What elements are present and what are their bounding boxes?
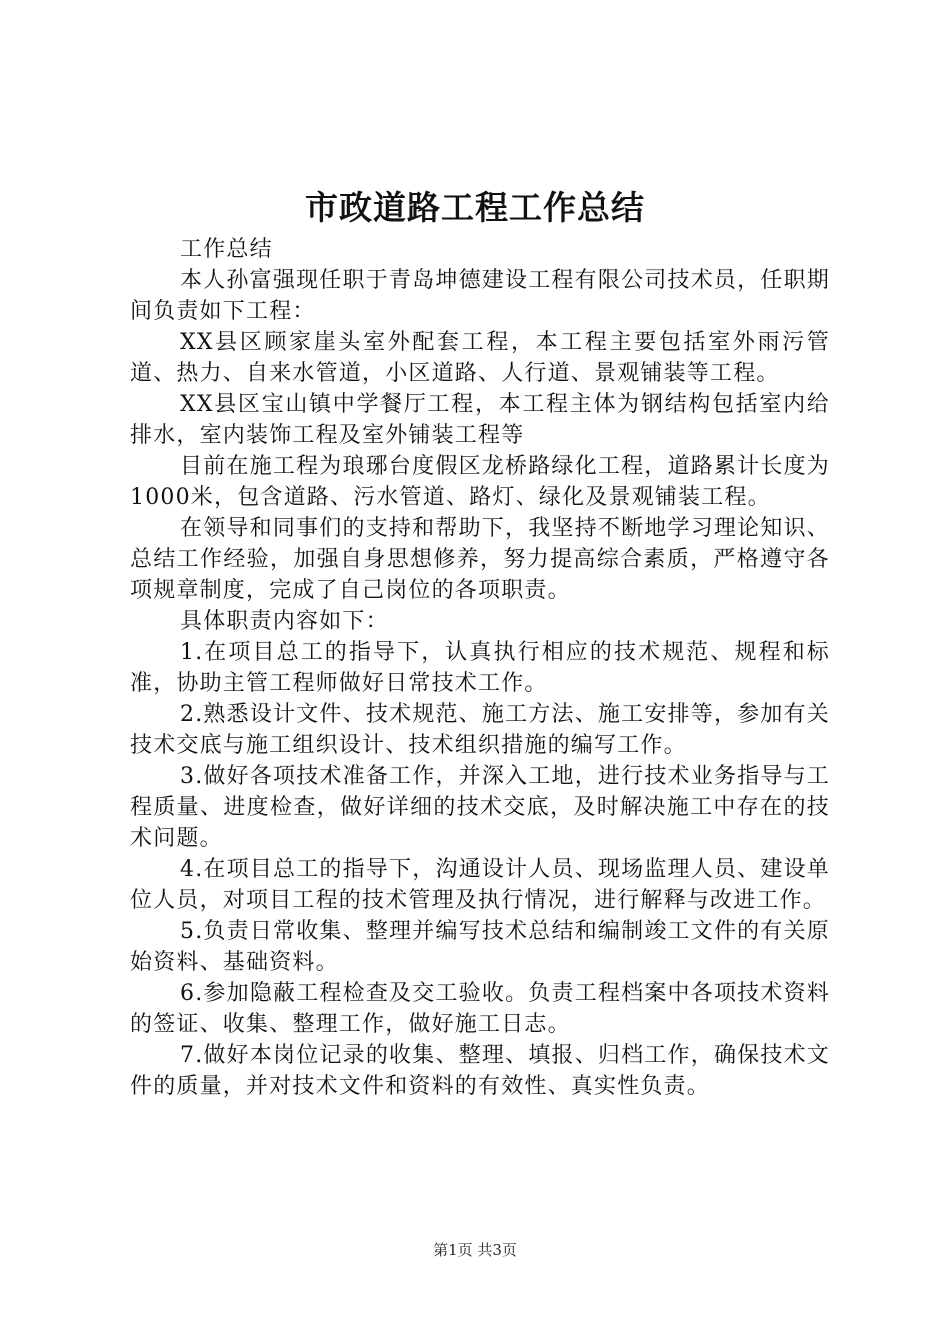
- duty-item-1: 1.在项目总工的指导下，认真执行相应的技术规范、规程和标准，协助主管工程师做好日常技术工作。: [130, 640, 830, 696]
- page-indicator: 第1页 共3页: [433, 1241, 517, 1259]
- paragraph-intro: 本人孙富强现任职于青岛坤德建设工程有限公司技术员，任职期间负责如下工程：: [130, 268, 830, 324]
- paragraph-duties-heading: 具体职责内容如下：: [180, 609, 389, 634]
- paragraph-heading: 工作总结: [180, 237, 273, 262]
- page-footer: [0, 1240, 950, 1260]
- paragraph-current-project: 目前在施工程为琅琊台度假区龙桥路绿化工程，道路累计长度为1000米，包含道路、污水管道、路灯、绿化及景观铺装工程。: [130, 454, 830, 510]
- duty-item-4: 4.在项目总工的指导下，沟通设计人员、现场监理人员、建设单位人员，对项目工程的技术管理及执行情况，进行解释与改进工作。: [130, 857, 830, 913]
- paragraph-self-summary: 在领导和同事们的支持和帮助下，我坚持不断地学习理论知识、总结工作经验，加强自身思想修养，努力提高综合素质，严格遵守各项规章制度，完成了自己岗位的各项职责。: [130, 516, 830, 603]
- duty-item-7: 7.做好本岗位记录的收集、整理、填报、归档工作，确保技术文件的质量，并对技术文件和资料的有效性、真实性负责。: [130, 1043, 830, 1099]
- document-title: 市政道路工程工作总结: [305, 188, 645, 227]
- duty-item-6: 6.参加隐蔽工程检查及交工验收。负责工程档案中各项技术资料的签证、收集、整理工作，做好施工日志。: [130, 981, 830, 1037]
- paragraph-project-1: XX县区顾家崖头室外配套工程，本工程主要包括室外雨污管道、热力、自来水管道，小区道路、人行道、景观铺装等工程。: [130, 330, 830, 386]
- document-body: [130, 234, 830, 1102]
- paragraph-project-2: XX县区宝山镇中学餐厅工程，本工程主体为钢结构包括室内给排水，室内装饰工程及室外铺装工程等: [130, 392, 830, 448]
- duty-item-5: 5.负责日常收集、整理并编写技术总结和编制竣工文件的有关原始资料、基础资料。: [130, 919, 830, 975]
- duty-item-3: 3.做好各项技术准备工作，并深入工地，进行技术业务指导与工程质量、进度检查，做好详细的技术交底，及时解决施工中存在的技术问题。: [130, 764, 830, 851]
- duty-item-2: 2.熟悉设计文件、技术规范、施工方法、施工安排等，参加有关技术交底与施工组织设计、技术组织措施的编写工作。: [130, 702, 830, 758]
